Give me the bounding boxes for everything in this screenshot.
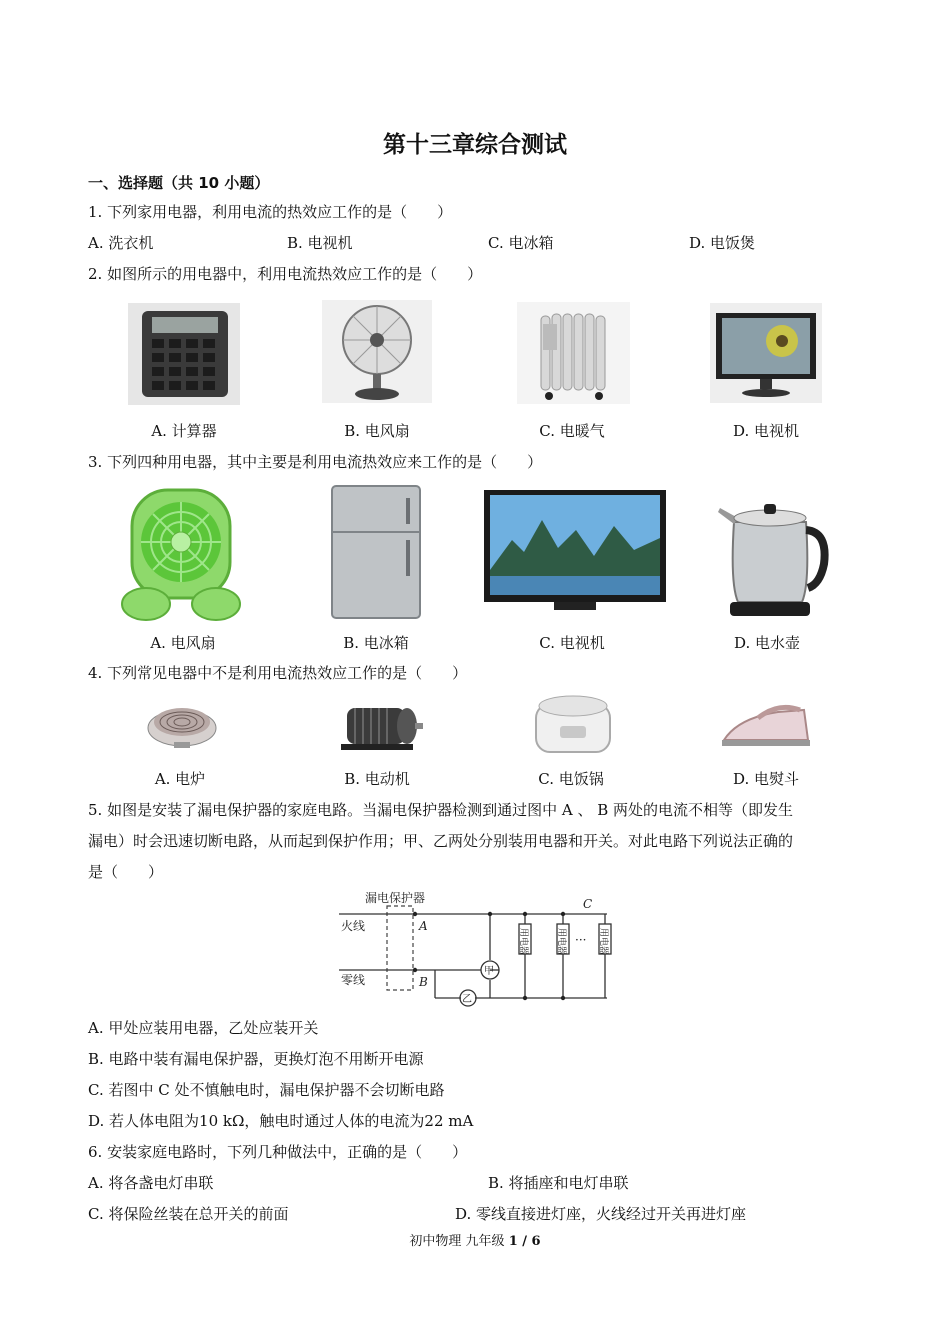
- oil-heater-image: [517, 302, 630, 404]
- q2-caption-c: C. 电暖气: [539, 422, 605, 440]
- appliance-label-2: 用电器: [556, 928, 566, 956]
- point-b-label: B: [419, 975, 428, 989]
- q5-option-d: D. 若人体电阻为10 kΩ，触电时通过人体的电流为22 mA: [88, 1112, 474, 1130]
- leakage-protector-circuit-diagram: [335, 888, 617, 1012]
- jia-label: 甲: [484, 966, 494, 977]
- q5-option-a: A. 甲处应装用电器，乙处应装开关: [88, 1019, 319, 1037]
- q4-caption-d: D. 电熨斗: [732, 770, 800, 788]
- q1-option-b: B. 电视机: [287, 234, 353, 252]
- neutral-wire-label: 零线: [341, 973, 366, 987]
- q4-caption-b: B. 电动机: [344, 770, 410, 788]
- q2-caption-a: A. 计算器: [151, 422, 217, 440]
- calculator-image: [128, 303, 240, 405]
- protector-label: 漏电保护器: [365, 891, 426, 905]
- desk-fan-image: [322, 300, 432, 403]
- question-6-stem: 6. 安装家庭电路时，下列几种做法中，正确的是（ ）: [88, 1143, 468, 1161]
- q3-caption-b: B. 电冰箱: [343, 634, 409, 652]
- page-number: 1 / 6: [508, 1234, 541, 1249]
- q3-caption-a: A. 电风扇: [150, 634, 216, 652]
- question-4-stem: 4. 下列常见电器中不是利用电流热效应工作的是（ ）: [88, 664, 468, 682]
- appliance-label-1: 用电器: [518, 928, 528, 956]
- question-3-stem: 3. 下列四种用电器，其中主要是利用电流热效应来工作的是（ ）: [88, 453, 543, 471]
- q6-option-a: A. 将各盏电灯串联: [88, 1174, 214, 1192]
- q2-caption-b: B. 电风扇: [344, 422, 410, 440]
- yi-label: 乙: [462, 994, 472, 1005]
- section-heading: 一、选择题（共 10 小题）: [88, 174, 270, 192]
- q6-option-b: B. 将插座和电灯串联: [488, 1174, 629, 1192]
- q1-option-c: C. 电冰箱: [488, 234, 554, 252]
- point-a-label: A: [419, 919, 428, 933]
- point-c-label: C: [583, 897, 593, 911]
- q5-option-b: B. 电路中装有漏电保护器，更换灯泡不用断开电源: [88, 1050, 424, 1068]
- q3-caption-d: D. 电水壶: [733, 634, 801, 652]
- kettle-image: [716, 484, 830, 622]
- iron-image: [718, 700, 814, 750]
- fridge-image: [330, 484, 422, 622]
- q4-caption-c: C. 电饭锅: [538, 770, 604, 788]
- q3-caption-c: C. 电视机: [539, 634, 605, 652]
- q5-option-c: C. 若图中 C 处不慎触电时，漏电保护器不会切断电路: [88, 1081, 445, 1099]
- q6-option-c: C. 将保险丝装在总开关的前面: [88, 1205, 289, 1223]
- footer-subject: 初中物理 九年级: [409, 1234, 505, 1249]
- q4-caption-a: A. 电炉: [154, 770, 206, 788]
- ellipsis-dots: ···: [575, 933, 587, 947]
- electric-motor-image: [331, 700, 423, 754]
- question-2-stem: 2. 如图所示的用电器中，利用电流热效应工作的是（ ）: [88, 265, 483, 283]
- tv-image-q2: [710, 303, 822, 403]
- q6-option-d: D. 零线直接进灯座，火线经过开关再进灯座: [455, 1205, 747, 1223]
- q1-option-d: D. 电饭煲: [689, 234, 756, 252]
- q1-option-a: A. 洗衣机: [88, 234, 154, 252]
- box-fan-image: [118, 484, 244, 622]
- tv-image-q3: [484, 490, 666, 612]
- question-5-stem-line2: 漏电）时会迅速切断电路，从而起到保护作用；甲、乙两处分别装用电器和开关。对此电路下列说法正确的: [88, 832, 794, 850]
- page-title: 第十三章综合测试: [383, 132, 567, 158]
- electric-stove-image: [144, 698, 220, 750]
- q2-caption-d: D. 电视机: [732, 422, 800, 440]
- question-1-stem: 1. 下列家用电器，利用电流的热效应工作的是（ ）: [88, 203, 453, 221]
- live-wire-label: 火线: [341, 919, 366, 933]
- rice-cooker-image: [530, 692, 616, 756]
- question-5-stem-line3: 是（ ）: [88, 863, 164, 881]
- appliance-label-3: 用电器: [598, 928, 608, 956]
- question-5-stem-line1: 5. 如图是安装了漏电保护器的家庭电路。当漏电保护器检测到通过图中 A 、 B 两处的电流不相等（即发生: [88, 801, 794, 819]
- page-footer: [0, 1230, 950, 1249]
